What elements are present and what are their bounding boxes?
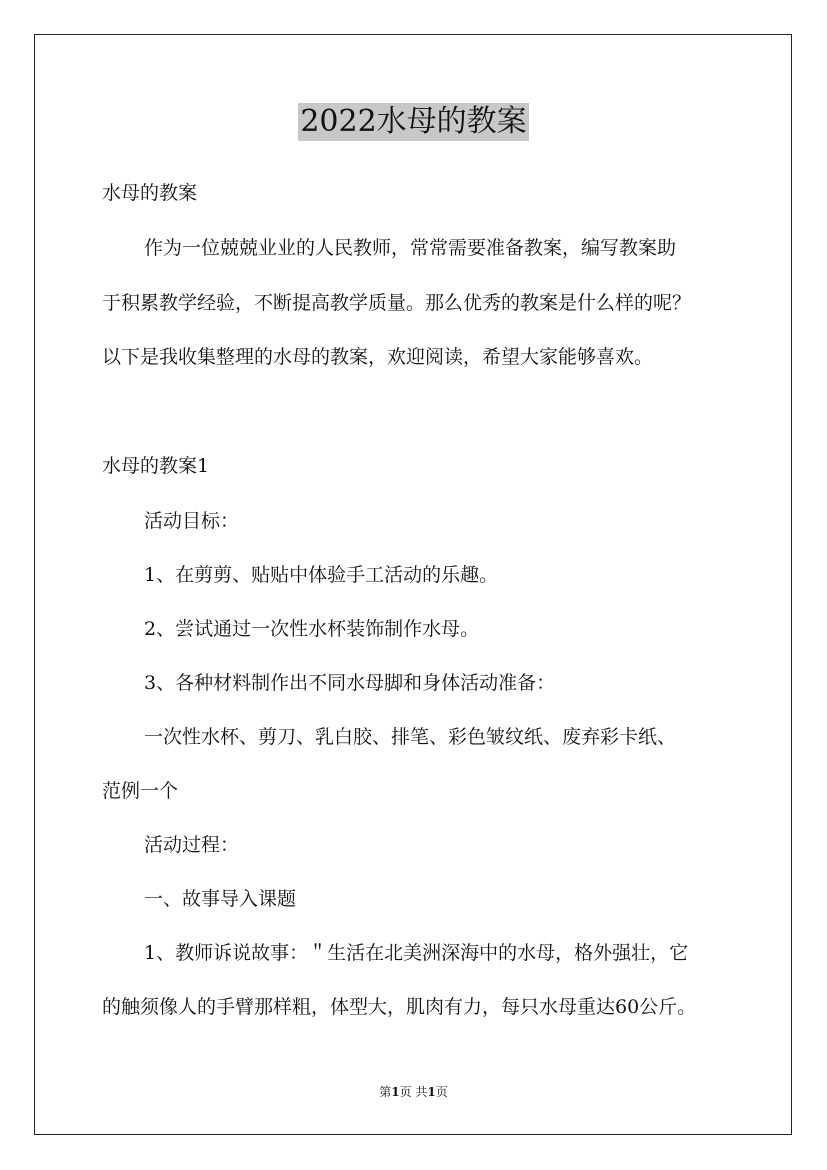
paragraph-line: 一、故事导入课题 [144,888,297,910]
document-title: 2022水母的教案 [300,104,527,139]
page-footer [0,1084,827,1100]
paragraph-line: 以下是我收集整理的水母的教案，欢迎阅读，希望大家能够喜欢。 [102,346,654,368]
paragraph-line: 活动过程： [144,834,240,856]
paragraph-line: 于积累教学经验，不断提高教学质量。那么优秀的教案是什么样的呢？ [102,292,692,314]
title-container [0,103,827,141]
footer-page-number: 1 [391,1085,400,1099]
section-heading: 水母的教案1 [102,455,210,477]
paragraph-line: 1、教师诉说故事：＂生活在北美洲深海中的水母，格外强壮，它 [144,942,689,964]
paragraph-line: 作为一位兢兢业业的人民教师，常常需要准备教案，编写教案助 [144,237,677,259]
paragraph-line: 1、在剪剪、贴贴中体验手工活动的乐趣。 [144,564,499,586]
paragraph-line: 3、各种材料制作出不同水母脚和身体活动准备： [144,672,556,694]
footer-mid: 页 共 [399,1085,428,1099]
paragraph-line: 的触须像人的手臂那样粗，体型大，肌肉有力，每只水母重达60公斤。 [102,996,697,1018]
paragraph-line: 一次性水杯、剪刀、乳白胶、排笔、彩色皱纹纸、废弃彩卡纸、 [144,726,677,748]
paragraph-line: 2、尝试通过一次性水杯装饰制作水母。 [144,618,480,640]
paragraph-line: 范例一个 [102,780,179,802]
paragraph-line: 活动目标： [144,510,240,532]
section-heading: 水母的教案 [102,182,198,204]
footer-total-pages: 1 [427,1085,436,1099]
footer-suffix: 页 [435,1085,448,1099]
footer-prefix: 第 [379,1085,392,1099]
